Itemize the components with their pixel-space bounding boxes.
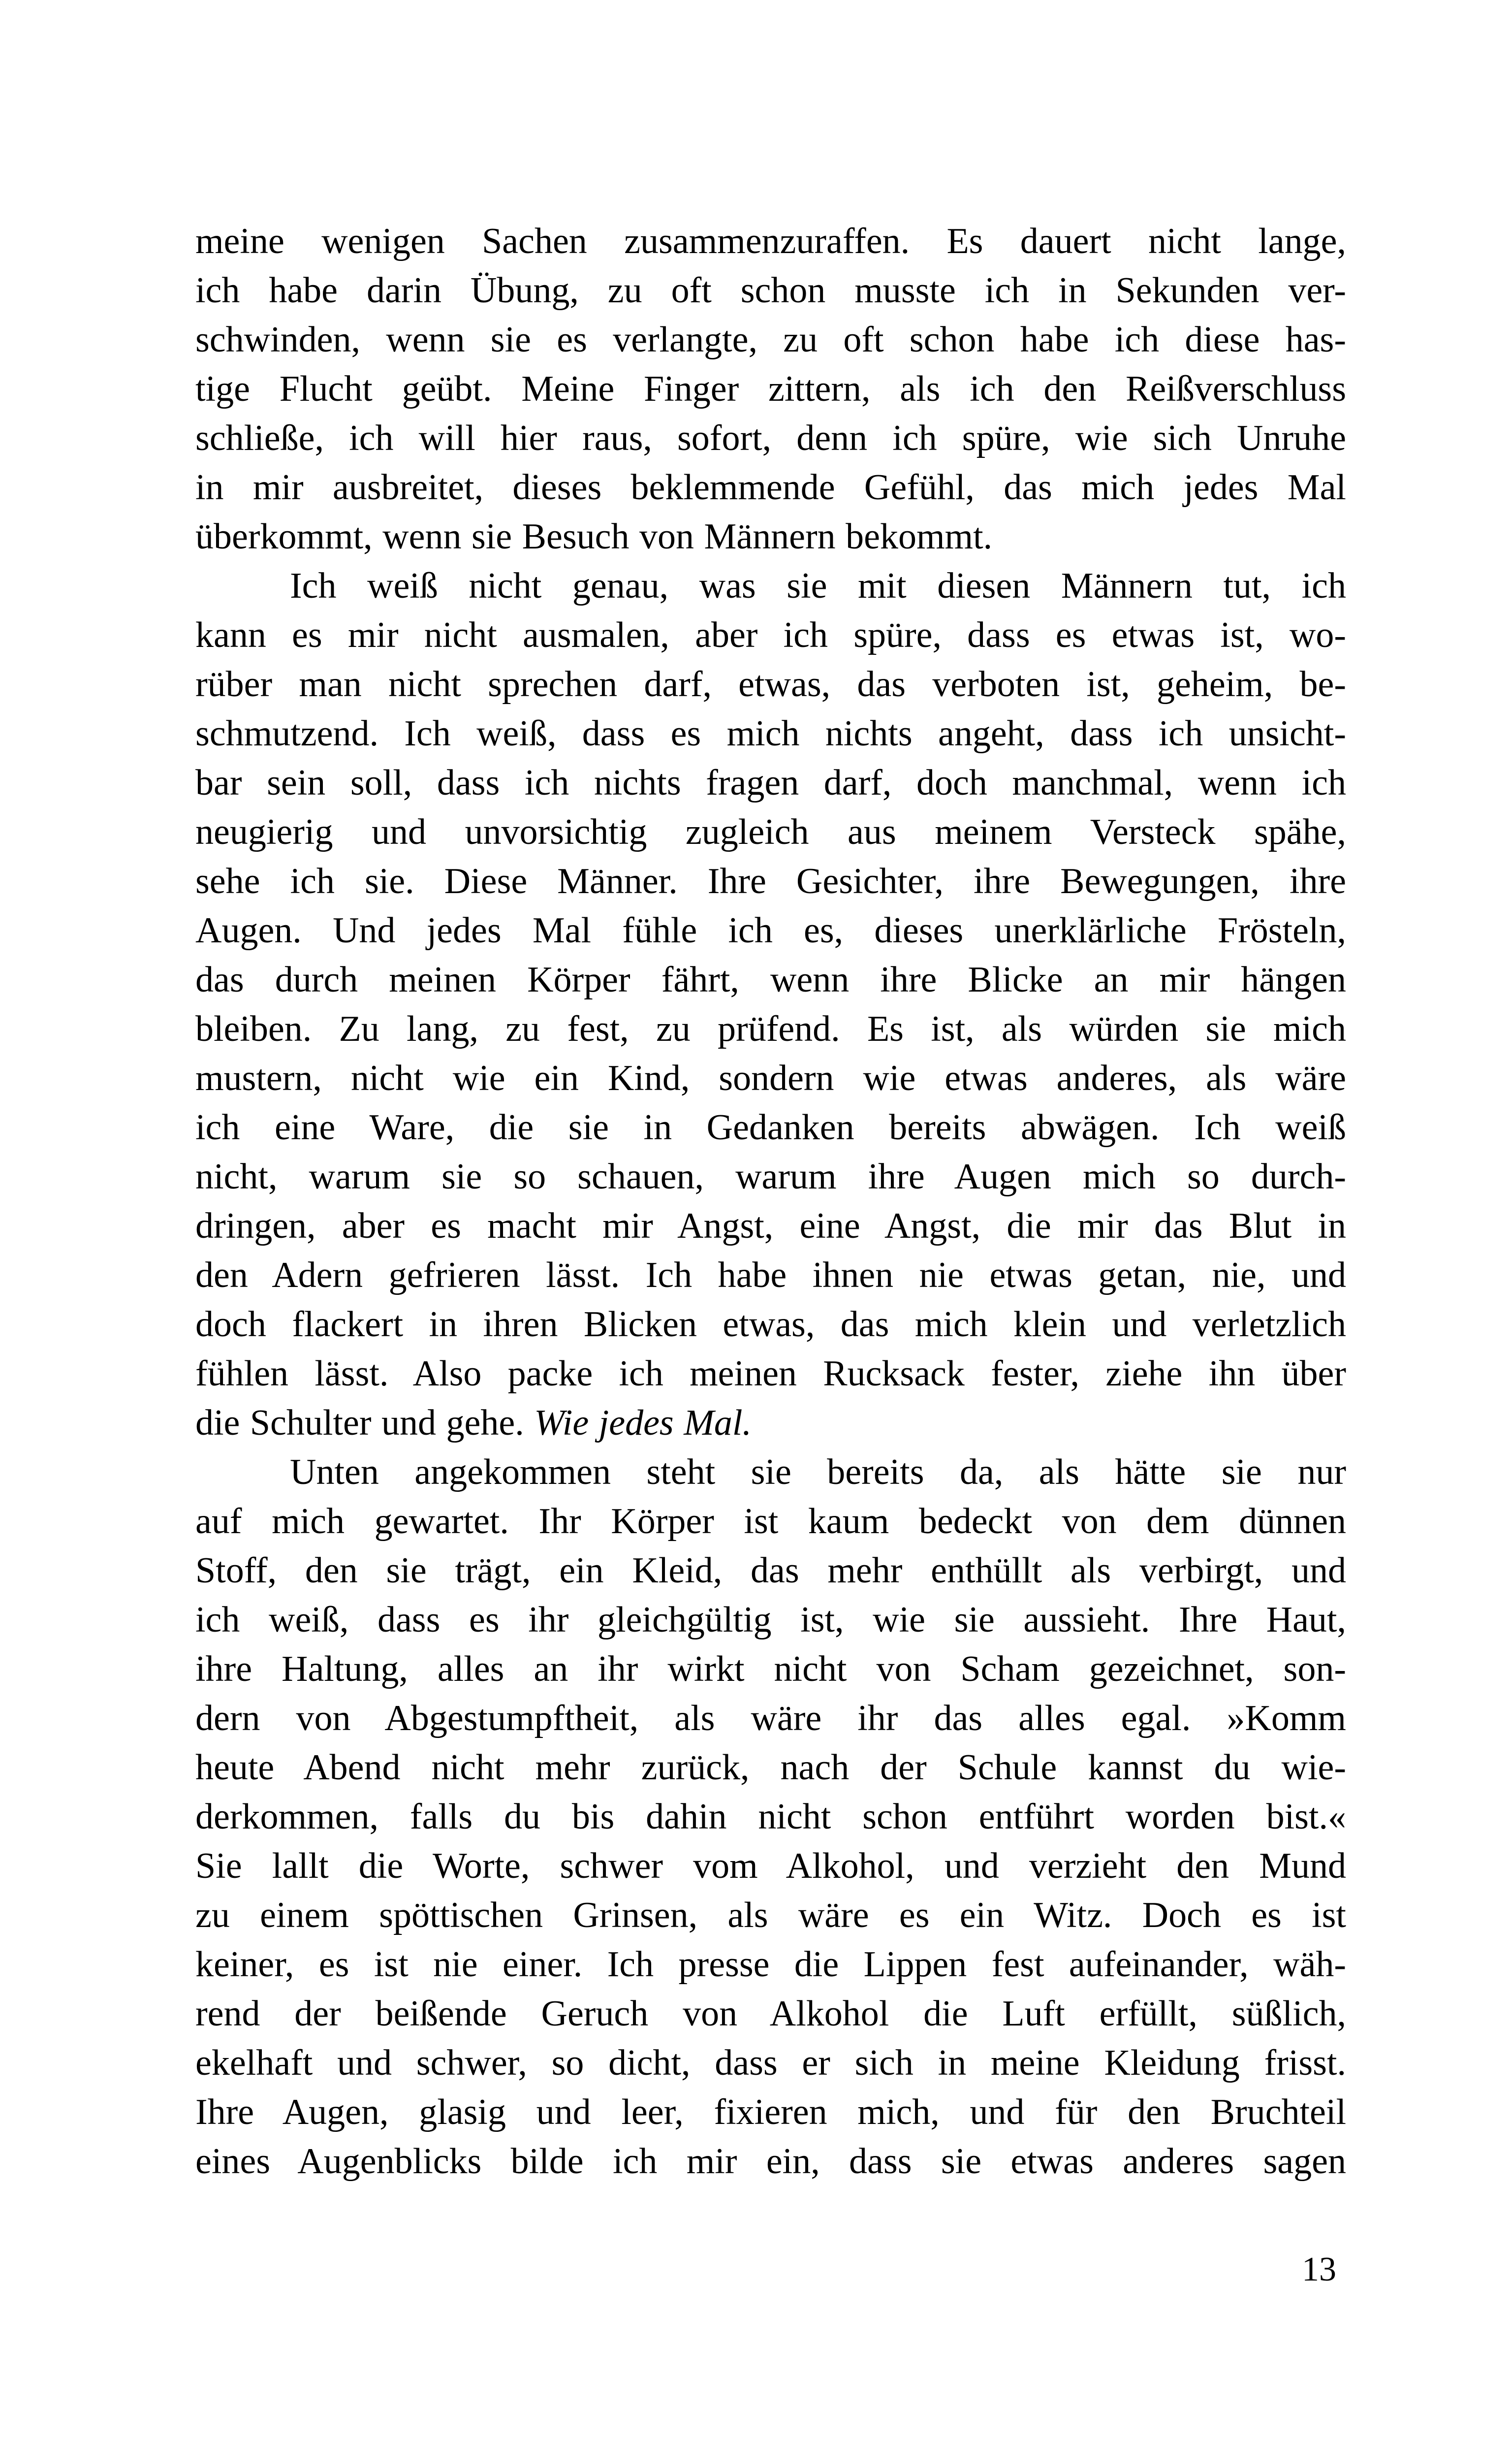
text-line: in mir ausbreitet, dieses beklemmende Gefühl, das mich jedes Mal	[195, 467, 1346, 508]
text-line: ich habe darin Übung, zu oft schon musste ich in Sekunden ver-	[195, 270, 1346, 311]
text-line: sehe ich sie. Diese Männer. Ihre Gesichter, ihre Bewegungen, ihre	[195, 861, 1346, 901]
text-line: ich eine Ware, die sie in Gedanken bereits abwägen. Ich weiß	[195, 1107, 1346, 1148]
text-line: Ihre Augen, glasig und leer, fixieren mich, und für den Bruchteil	[195, 2092, 1346, 2132]
text-line: tige Flucht geübt. Meine Finger zittern, als ich den Reißverschluss	[195, 369, 1346, 409]
text-line: kann es mir nicht ausmalen, aber ich spüre, dass es etwas ist, wo-	[195, 615, 1346, 655]
text-line: auf mich gewartet. Ihr Körper ist kaum bedeckt von dem dünnen	[195, 1501, 1346, 1542]
text-line: Augen. Und jedes Mal fühle ich es, dieses unerklärliche Frösteln,	[195, 910, 1346, 951]
text-line: mustern, nicht wie ein Kind, sondern wie etwas anderes, als wäre	[195, 1058, 1346, 1098]
text-line: derkommen, falls du bis dahin nicht schon entführt worden bist.«	[195, 1797, 1346, 1837]
text-line: Stoff, den sie trägt, ein Kleid, das mehr enthüllt als verbirgt, und	[195, 1550, 1346, 1591]
italic-text-segment: Wie jedes Mal.	[534, 1403, 752, 1443]
page-number: 13	[1302, 2250, 1336, 2288]
text-line: ihre Haltung, alles an ihr wirkt nicht von Scham gezeichnet, son-	[195, 1649, 1346, 1689]
text-line: ekelhaft und schwer, so dicht, dass er sich in meine Kleidung frisst.	[195, 2043, 1346, 2083]
text-line: schmutzend. Ich weiß, dass es mich nichts angeht, dass ich unsicht-	[195, 713, 1346, 754]
text-line: eines Augenblicks bilde ich mir ein, dass sie etwas anderes sagen	[195, 2141, 1346, 2182]
text-line: Sie lallt die Worte, schwer vom Alkohol, und verzieht den Mund	[195, 1846, 1346, 1886]
text-line: rend der beißende Geruch von Alkohol die Luft erfüllt, süßlich,	[195, 1993, 1346, 2034]
text-line-paragraph-end: überkommt, wenn sie Besuch von Männern bekommt.	[195, 516, 993, 557]
text-line: das durch meinen Körper fährt, wenn ihre Blicke an mir hängen	[195, 960, 1346, 1000]
text-line-paragraph-start: Unten angekommen steht sie bereits da, als hätte sie nur	[290, 1452, 1346, 1492]
text-line: schwinden, wenn sie es verlangte, zu oft schon habe ich diese has-	[195, 320, 1346, 360]
text-line-paragraph-end	[195, 1398, 1346, 1447]
text-line: dern von Abgestumpftheit, als wäre ihr das alles egal. »Komm	[195, 1698, 1346, 1738]
text-line: ich weiß, dass es ihr gleichgültig ist, wie sie aussieht. Ihre Haut,	[195, 1600, 1346, 1640]
text-block	[195, 217, 1346, 2186]
text-line: meine wenigen Sachen zusammenzuraffen. Es dauert nicht lange,	[195, 221, 1346, 261]
text-line: dringen, aber es macht mir Angst, eine Angst, die mir das Blut in	[195, 1206, 1346, 1246]
text-line: keiner, es ist nie einer. Ich presse die Lippen fest aufeinander, wäh-	[195, 1944, 1346, 1985]
text-line: neugierig und unvorsichtig zugleich aus meinem Versteck spähe,	[195, 812, 1346, 852]
text-line: den Adern gefrieren lässt. Ich habe ihnen nie etwas getan, nie, und	[195, 1255, 1346, 1295]
text-line: rüber man nicht sprechen darf, etwas, das verboten ist, geheim, be-	[195, 664, 1346, 705]
text-line: bar sein soll, dass ich nichts fragen darf, doch manchmal, wenn ich	[195, 763, 1346, 803]
text-segment: die Schulter und gehe.	[195, 1403, 535, 1443]
text-line: zu einem spöttischen Grinsen, als wäre es ein Witz. Doch es ist	[195, 1895, 1346, 1935]
text-line: nicht, warum sie so schauen, warum ihre Augen mich so durch-	[195, 1157, 1346, 1197]
text-line: doch flackert in ihren Blicken etwas, das mich klein und verletzlich	[195, 1304, 1346, 1345]
text-line: heute Abend nicht mehr zurück, nach der Schule kannst du wie-	[195, 1747, 1346, 1788]
text-line: schließe, ich will hier raus, sofort, denn ich spüre, wie sich Unruhe	[195, 418, 1346, 458]
text-line: bleiben. Zu lang, zu fest, zu prüfend. Es ist, als würden sie mich	[195, 1009, 1346, 1049]
text-line-paragraph-start: Ich weiß nicht genau, was sie mit diesen Männern tut, ich	[290, 566, 1346, 606]
text-line: fühlen lässt. Also packe ich meinen Rucksack fester, ziehe ihn über	[195, 1353, 1346, 1394]
